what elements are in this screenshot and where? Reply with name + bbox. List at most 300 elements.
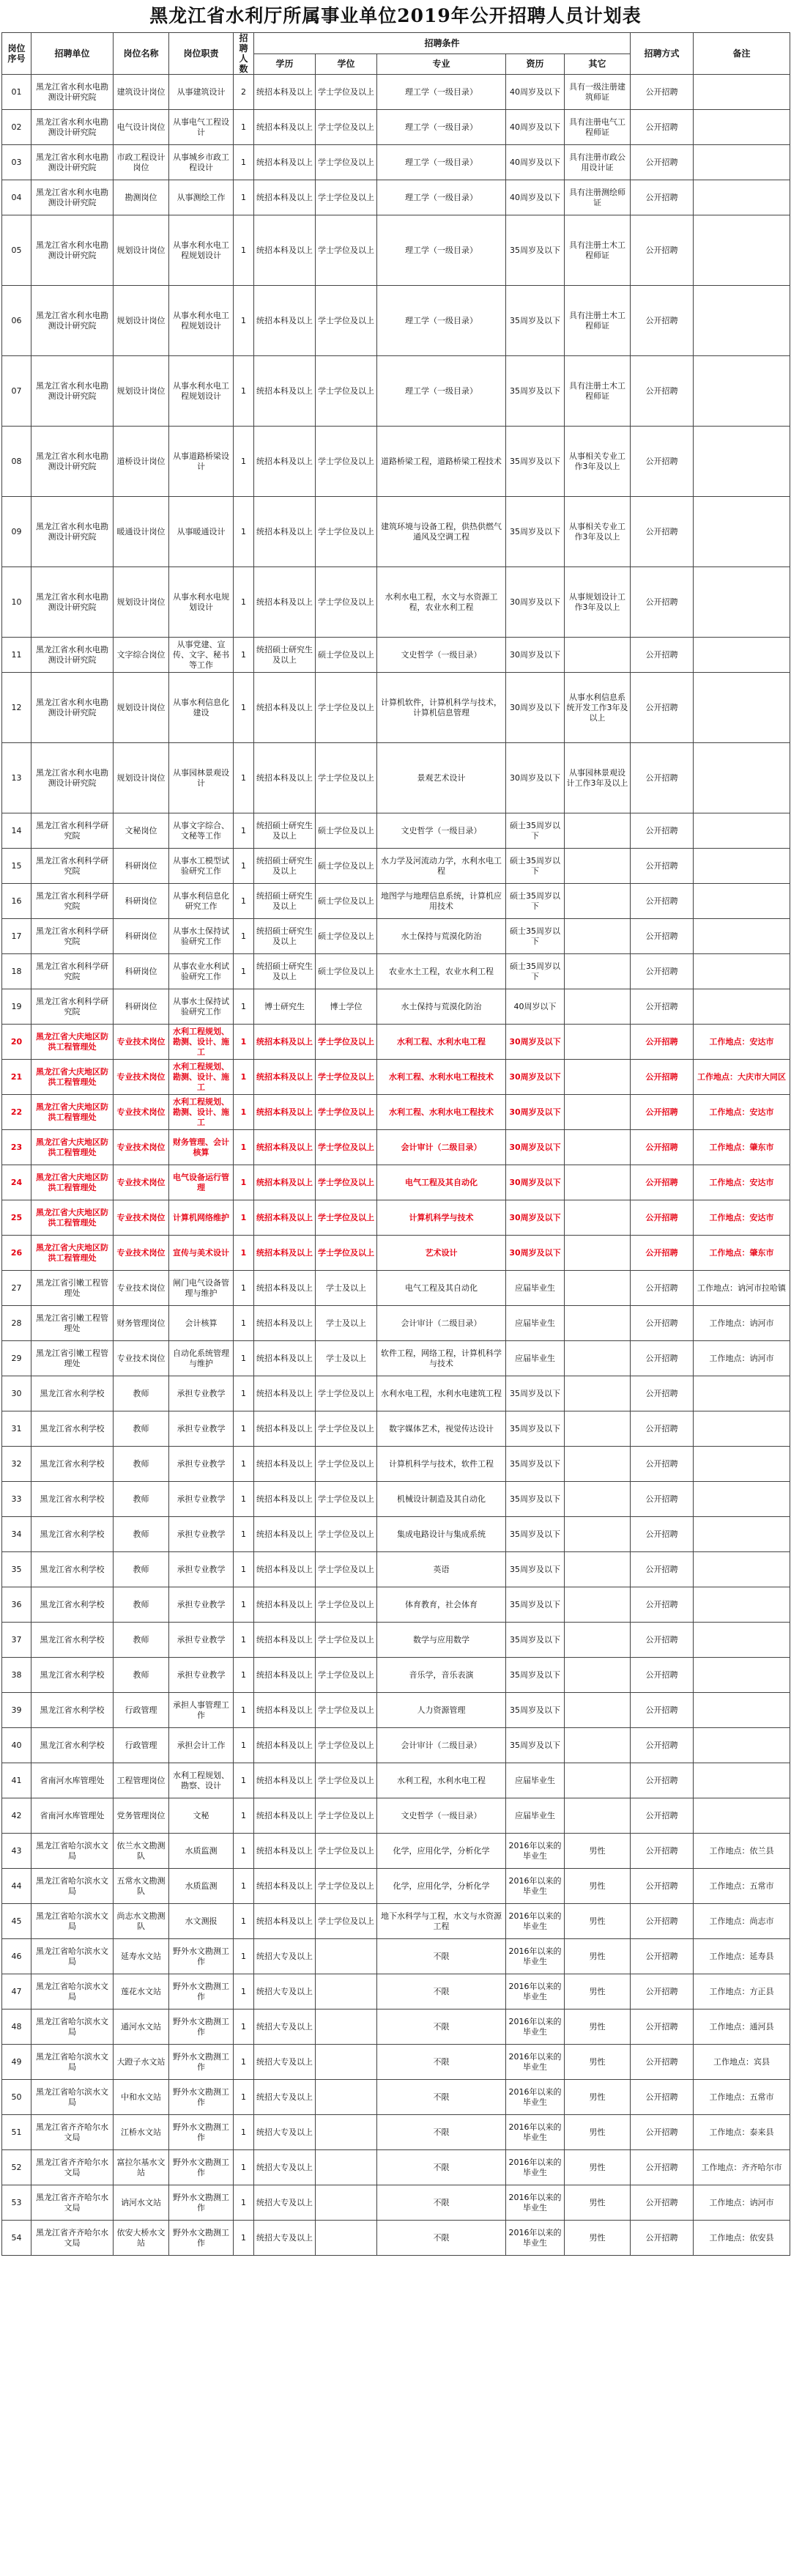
cell-other: 男性 — [565, 2150, 631, 2185]
cell-unit: 黑龙江省水利科学研究院 — [31, 954, 114, 989]
cell-age: 30周岁及以下 — [506, 1236, 565, 1271]
cell-edu: 统招本科及以上 — [254, 180, 316, 215]
cell-degree: 学士学位及以上 — [316, 1763, 377, 1798]
table-row — [2, 1447, 790, 1482]
cell-note — [694, 989, 790, 1025]
cell-other — [565, 813, 631, 849]
cell-age: 35周岁及以下 — [506, 1376, 565, 1411]
cell-duty: 水质监测 — [169, 1869, 234, 1904]
cell-method: 公开招聘 — [631, 1728, 694, 1763]
cell-other: 从事水利信息系统开发工作3年及以上 — [565, 673, 631, 743]
cell-duty: 承担专业教学 — [169, 1623, 234, 1658]
cell-duty: 野外水文勘测工作 — [169, 2080, 234, 2115]
cell-seq: 46 — [2, 1939, 31, 1974]
cell-unit: 黑龙江省齐齐哈尔水文局 — [31, 2185, 114, 2221]
cell-post: 依兰水文勘测队 — [114, 1834, 169, 1869]
cell-unit: 省南河水库管理处 — [31, 1798, 114, 1834]
table-row — [2, 743, 790, 813]
cell-note — [694, 286, 790, 356]
cell-post: 教师 — [114, 1658, 169, 1693]
cell-other — [565, 884, 631, 919]
cell-method: 公开招聘 — [631, 1798, 694, 1834]
cell-seq: 50 — [2, 2080, 31, 2115]
cell-num: 1 — [234, 1974, 254, 2009]
cell-seq: 44 — [2, 1869, 31, 1904]
cell-edu: 统招大专及以上 — [254, 2045, 316, 2080]
cell-other: 男性 — [565, 1834, 631, 1869]
table-row — [2, 919, 790, 954]
cell-note — [694, 1447, 790, 1482]
cell-post: 科研岗位 — [114, 884, 169, 919]
cell-post: 教师 — [114, 1376, 169, 1411]
cell-unit: 黑龙江省水利学校 — [31, 1693, 114, 1728]
cell-major: 不限 — [377, 2115, 506, 2150]
cell-age: 硕士35周岁以下 — [506, 954, 565, 989]
cell-seq: 27 — [2, 1271, 31, 1306]
cell-major: 水土保持与荒漠化防治 — [377, 989, 506, 1025]
cell-post: 工程管理岗位 — [114, 1763, 169, 1798]
table-row — [2, 1974, 790, 2009]
cell-num: 1 — [234, 1025, 254, 1060]
cell-other — [565, 1341, 631, 1376]
cell-num: 1 — [234, 743, 254, 813]
cell-major: 英语 — [377, 1552, 506, 1587]
cell-post: 文字综合岗位 — [114, 638, 169, 673]
cell-unit: 黑龙江省水利学校 — [31, 1552, 114, 1587]
table-row — [2, 1306, 790, 1341]
cell-age: 2016年以来的毕业生 — [506, 2115, 565, 2150]
cell-note: 工作地点：五常市 — [694, 1869, 790, 1904]
cell-duty: 从事测绘工作 — [169, 180, 234, 215]
cell-duty: 野外水文勘测工作 — [169, 2150, 234, 2185]
cell-seq: 24 — [2, 1165, 31, 1200]
cell-seq: 08 — [2, 427, 31, 497]
cell-major: 文史哲学（一级目录） — [377, 638, 506, 673]
cell-degree — [316, 1974, 377, 2009]
cell-num: 1 — [234, 1095, 254, 1130]
cell-duty: 从事电气工程设计 — [169, 110, 234, 145]
cell-post: 专业技术岗位 — [114, 1165, 169, 1200]
cell-edu: 统招本科及以上 — [254, 1060, 316, 1095]
cell-note: 工作地点：肇东市 — [694, 1236, 790, 1271]
cell-degree: 学士学位及以上 — [316, 1060, 377, 1095]
cell-num: 1 — [234, 1798, 254, 1834]
table-row — [2, 1482, 790, 1517]
cell-note — [694, 1623, 790, 1658]
cell-duty: 承担专业教学 — [169, 1482, 234, 1517]
cell-degree: 学士学位及以上 — [316, 1728, 377, 1763]
cell-duty: 闸门电气设备管理与维护 — [169, 1271, 234, 1306]
table-row — [2, 75, 790, 110]
cell-edu: 统招本科及以上 — [254, 1728, 316, 1763]
cell-degree: 硕士学位及以上 — [316, 849, 377, 884]
cell-num: 1 — [234, 1411, 254, 1447]
cell-seq: 12 — [2, 673, 31, 743]
cell-unit: 省南河水库管理处 — [31, 1763, 114, 1798]
cell-unit: 黑龙江省水利学校 — [31, 1411, 114, 1447]
cell-post: 专业技术岗位 — [114, 1236, 169, 1271]
cell-post: 依安大桥水文站 — [114, 2221, 169, 2256]
table-row — [2, 1411, 790, 1447]
cell-note — [694, 110, 790, 145]
cell-edu: 统招本科及以上 — [254, 75, 316, 110]
cell-method: 公开招聘 — [631, 954, 694, 989]
cell-seq: 39 — [2, 1693, 31, 1728]
header-note: 备注 — [694, 33, 790, 75]
cell-unit: 黑龙江省水利学校 — [31, 1623, 114, 1658]
cell-method: 公开招聘 — [631, 1095, 694, 1130]
cell-num: 1 — [234, 1271, 254, 1306]
cell-method: 公开招聘 — [631, 1834, 694, 1869]
cell-unit: 黑龙江省哈尔滨水文局 — [31, 1869, 114, 1904]
cell-major: 软件工程，网络工程，计算机科学与技术 — [377, 1341, 506, 1376]
cell-num: 1 — [234, 2080, 254, 2115]
cell-unit: 黑龙江省大庆地区防洪工程管理处 — [31, 1095, 114, 1130]
cell-duty: 承担专业教学 — [169, 1447, 234, 1482]
cell-post: 专业技术岗位 — [114, 1130, 169, 1165]
cell-method: 公开招聘 — [631, 1060, 694, 1095]
table-row — [2, 884, 790, 919]
cell-duty: 财务管理、会计核算 — [169, 1130, 234, 1165]
cell-seq: 18 — [2, 954, 31, 989]
cell-post: 教师 — [114, 1623, 169, 1658]
cell-degree: 学士学位及以上 — [316, 1447, 377, 1482]
page-title: 黑龙江省水利厅所属事业单位2019年公开招聘人员计划表 — [149, 5, 642, 26]
cell-degree: 学士学位及以上 — [316, 1834, 377, 1869]
cell-note — [694, 1798, 790, 1834]
cell-seq: 06 — [2, 286, 31, 356]
cell-edu: 统招本科及以上 — [254, 1130, 316, 1165]
cell-note: 工作地点：安达市 — [694, 1165, 790, 1200]
table-row — [2, 427, 790, 497]
cell-edu: 统招本科及以上 — [254, 427, 316, 497]
cell-degree — [316, 2080, 377, 2115]
cell-note — [694, 1376, 790, 1411]
cell-age: 2016年以来的毕业生 — [506, 2185, 565, 2221]
cell-seq: 21 — [2, 1060, 31, 1095]
cell-unit: 黑龙江省大庆地区防洪工程管理处 — [31, 1236, 114, 1271]
cell-edu: 统招本科及以上 — [254, 1482, 316, 1517]
cell-post: 教师 — [114, 1552, 169, 1587]
cell-unit: 黑龙江省水利水电勘测设计研究院 — [31, 356, 114, 427]
table-row — [2, 110, 790, 145]
cell-seq: 42 — [2, 1798, 31, 1834]
cell-post: 科研岗位 — [114, 919, 169, 954]
cell-note — [694, 1587, 790, 1623]
cell-note — [694, 919, 790, 954]
cell-major: 不限 — [377, 2185, 506, 2221]
cell-major: 数学与应用数学 — [377, 1623, 506, 1658]
cell-unit: 黑龙江省大庆地区防洪工程管理处 — [31, 1200, 114, 1236]
cell-post: 江桥水文站 — [114, 2115, 169, 2150]
cell-edu: 统招本科及以上 — [254, 1658, 316, 1693]
cell-edu: 统招大专及以上 — [254, 2115, 316, 2150]
cell-post: 规划设计岗位 — [114, 215, 169, 286]
cell-other — [565, 1095, 631, 1130]
cell-method: 公开招聘 — [631, 497, 694, 567]
cell-edu: 统招本科及以上 — [254, 1200, 316, 1236]
cell-degree: 学士学位及以上 — [316, 180, 377, 215]
cell-note — [694, 1658, 790, 1693]
cell-method: 公开招聘 — [631, 1376, 694, 1411]
cell-method: 公开招聘 — [631, 145, 694, 180]
table-body — [2, 75, 790, 2256]
cell-method: 公开招聘 — [631, 989, 694, 1025]
cell-method: 公开招聘 — [631, 849, 694, 884]
cell-other: 具有注册市政公用设计证 — [565, 145, 631, 180]
cell-duty: 承担会计工作 — [169, 1728, 234, 1763]
cell-degree: 学士学位及以上 — [316, 286, 377, 356]
table-row — [2, 1060, 790, 1095]
cell-num: 1 — [234, 1939, 254, 1974]
cell-note — [694, 638, 790, 673]
cell-note: 工作地点：安达市 — [694, 1200, 790, 1236]
cell-major: 电气工程及其自动化 — [377, 1271, 506, 1306]
cell-other — [565, 1552, 631, 1587]
cell-post: 规划设计岗位 — [114, 673, 169, 743]
cell-unit: 黑龙江省大庆地区防洪工程管理处 — [31, 1130, 114, 1165]
table-row — [2, 1587, 790, 1623]
cell-unit: 黑龙江省水利水电勘测设计研究院 — [31, 180, 114, 215]
cell-method: 公开招聘 — [631, 2150, 694, 2185]
cell-age: 35周岁及以下 — [506, 356, 565, 427]
cell-major: 水利工程，水利水电工程 — [377, 1763, 506, 1798]
cell-note: 工作地点：延寿县 — [694, 1939, 790, 1974]
cell-method: 公开招聘 — [631, 1130, 694, 1165]
cell-note — [694, 1693, 790, 1728]
cell-major: 体育教育，社会体育 — [377, 1587, 506, 1623]
cell-duty: 水利工程规划、勘测、设计、施工 — [169, 1025, 234, 1060]
cell-note — [694, 1482, 790, 1517]
cell-post: 莲花水文站 — [114, 1974, 169, 2009]
cell-duty: 从事暖通设计 — [169, 497, 234, 567]
cell-unit: 黑龙江省齐齐哈尔水文局 — [31, 2150, 114, 2185]
cell-degree: 硕士学位及以上 — [316, 954, 377, 989]
cell-degree: 学士学位及以上 — [316, 75, 377, 110]
cell-note: 工作地点：安达市 — [694, 1025, 790, 1060]
cell-edu: 统招本科及以上 — [254, 1623, 316, 1658]
table-row — [2, 1341, 790, 1376]
cell-post: 专业技术岗位 — [114, 1060, 169, 1095]
cell-other — [565, 1517, 631, 1552]
cell-age: 30周岁及以下 — [506, 1165, 565, 1200]
cell-other — [565, 919, 631, 954]
cell-edu: 统招本科及以上 — [254, 1025, 316, 1060]
cell-edu: 统招本科及以上 — [254, 1763, 316, 1798]
cell-duty: 从事城乡市政工程设计 — [169, 145, 234, 180]
cell-age: 30周岁及以下 — [506, 673, 565, 743]
cell-seq: 25 — [2, 1200, 31, 1236]
cell-num: 1 — [234, 356, 254, 427]
table-row — [2, 2185, 790, 2221]
cell-age: 40周岁及以下 — [506, 110, 565, 145]
cell-other — [565, 1130, 631, 1165]
cell-note: 工作地点：依安县 — [694, 2221, 790, 2256]
cell-unit: 黑龙江省水利科学研究院 — [31, 884, 114, 919]
cell-seq: 19 — [2, 989, 31, 1025]
table-row — [2, 180, 790, 215]
cell-major: 水土保持与荒漠化防治 — [377, 919, 506, 954]
cell-major: 不限 — [377, 2221, 506, 2256]
cell-unit: 黑龙江省水利水电勘测设计研究院 — [31, 110, 114, 145]
cell-other — [565, 989, 631, 1025]
cell-other: 男性 — [565, 2080, 631, 2115]
cell-duty: 从事建筑设计 — [169, 75, 234, 110]
cell-other: 男性 — [565, 2115, 631, 2150]
cell-other: 男性 — [565, 1939, 631, 1974]
cell-edu: 统招本科及以上 — [254, 1552, 316, 1587]
cell-duty: 水质监测 — [169, 1834, 234, 1869]
cell-degree — [316, 1939, 377, 1974]
cell-duty: 从事水利水电工程规划设计 — [169, 215, 234, 286]
cell-major: 理工学（一级目录） — [377, 75, 506, 110]
cell-age: 2016年以来的毕业生 — [506, 2009, 565, 2045]
cell-duty: 自动化系统管理与维护 — [169, 1341, 234, 1376]
cell-num: 1 — [234, 145, 254, 180]
cell-edu: 统招本科及以上 — [254, 286, 316, 356]
cell-degree: 学士学位及以上 — [316, 427, 377, 497]
cell-other — [565, 1411, 631, 1447]
table-row — [2, 356, 790, 427]
table-row — [2, 286, 790, 356]
cell-duty: 宣传与美术设计 — [169, 1236, 234, 1271]
cell-degree: 学士学位及以上 — [316, 1095, 377, 1130]
cell-note: 工作地点：大庆市大同区 — [694, 1060, 790, 1095]
cell-age: 硕士35周岁以下 — [506, 919, 565, 954]
cell-duty: 从事道路桥梁设计 — [169, 427, 234, 497]
cell-other — [565, 1623, 631, 1658]
cell-post: 讷河水文站 — [114, 2185, 169, 2221]
cell-age: 2016年以来的毕业生 — [506, 2150, 565, 2185]
cell-note — [694, 849, 790, 884]
cell-major: 不限 — [377, 2150, 506, 2185]
cell-age: 30周岁及以下 — [506, 1130, 565, 1165]
cell-unit: 黑龙江省哈尔滨水文局 — [31, 1939, 114, 1974]
cell-degree — [316, 2115, 377, 2150]
cell-duty: 野外水文勘测工作 — [169, 2221, 234, 2256]
cell-major: 建筑环境与设备工程，供热供燃气通风及空调工程 — [377, 497, 506, 567]
table-row — [2, 1939, 790, 1974]
cell-num: 2 — [234, 75, 254, 110]
cell-duty: 承担专业教学 — [169, 1552, 234, 1587]
cell-degree: 学士学位及以上 — [316, 1517, 377, 1552]
cell-seq: 23 — [2, 1130, 31, 1165]
cell-num: 1 — [234, 2045, 254, 2080]
cell-duty: 从事水土保持试验研究工作 — [169, 919, 234, 954]
cell-edu: 统招大专及以上 — [254, 2185, 316, 2221]
cell-degree: 学士学位及以上 — [316, 1623, 377, 1658]
cell-num: 1 — [234, 1341, 254, 1376]
cell-major: 理工学（一级目录） — [377, 215, 506, 286]
cell-degree: 学士及以上 — [316, 1306, 377, 1341]
cell-degree — [316, 2185, 377, 2221]
cell-post: 专业技术岗位 — [114, 1095, 169, 1130]
cell-post: 五常水文勘测队 — [114, 1869, 169, 1904]
cell-other — [565, 1165, 631, 1200]
cell-seq: 48 — [2, 2009, 31, 2045]
header-unit: 招聘单位 — [31, 33, 114, 75]
cell-seq: 52 — [2, 2150, 31, 2185]
cell-degree: 学士学位及以上 — [316, 497, 377, 567]
cell-num: 1 — [234, 1376, 254, 1411]
cell-major: 会计审计（二级目录） — [377, 1728, 506, 1763]
cell-other: 从事规划设计工作3年及以上 — [565, 567, 631, 638]
cell-seq: 07 — [2, 356, 31, 427]
cell-major: 农业水土工程，农业水利工程 — [377, 954, 506, 989]
cell-seq: 22 — [2, 1095, 31, 1130]
cell-age: 2016年以来的毕业生 — [506, 2221, 565, 2256]
cell-num: 1 — [234, 954, 254, 989]
cell-edu: 统招硕士研究生及以上 — [254, 638, 316, 673]
cell-major: 理工学（一级目录） — [377, 110, 506, 145]
cell-note: 工作地点：依兰县 — [694, 1834, 790, 1869]
cell-other — [565, 1236, 631, 1271]
cell-other: 男性 — [565, 1904, 631, 1939]
cell-degree: 学士学位及以上 — [316, 1236, 377, 1271]
cell-age: 30周岁及以下 — [506, 1200, 565, 1236]
header-duty: 岗位职责 — [169, 33, 234, 75]
cell-degree: 学士学位及以上 — [316, 1376, 377, 1411]
cell-age: 35周岁及以下 — [506, 427, 565, 497]
cell-post: 财务管理岗位 — [114, 1306, 169, 1341]
cell-duty: 文秘 — [169, 1798, 234, 1834]
cell-method: 公开招聘 — [631, 286, 694, 356]
cell-unit: 黑龙江省引嫩工程管理处 — [31, 1306, 114, 1341]
cell-other — [565, 1728, 631, 1763]
cell-num: 1 — [234, 2221, 254, 2256]
cell-method: 公开招聘 — [631, 884, 694, 919]
cell-age: 40周岁及以下 — [506, 145, 565, 180]
table-row — [2, 989, 790, 1025]
header-degree: 学位 — [316, 53, 377, 75]
cell-note: 工作地点：肇东市 — [694, 1130, 790, 1165]
cell-age: 35周岁及以下 — [506, 1623, 565, 1658]
cell-seq: 10 — [2, 567, 31, 638]
cell-other — [565, 1447, 631, 1482]
cell-age: 35周岁及以下 — [506, 1482, 565, 1517]
cell-edu: 统招本科及以上 — [254, 1165, 316, 1200]
cell-other: 男性 — [565, 2045, 631, 2080]
cell-duty: 水利工程规划、勘测、设计、施工 — [169, 1095, 234, 1130]
cell-unit: 黑龙江省大庆地区防洪工程管理处 — [31, 1060, 114, 1095]
cell-note: 工作地点：讷河市 — [694, 1306, 790, 1341]
table-row — [2, 1165, 790, 1200]
cell-degree — [316, 2221, 377, 2256]
cell-edu: 统招本科及以上 — [254, 110, 316, 145]
cell-note: 工作地点：齐齐哈尔市 — [694, 2150, 790, 2185]
cell-edu: 统招大专及以上 — [254, 2009, 316, 2045]
cell-note — [694, 1552, 790, 1587]
cell-duty: 野外水文勘测工作 — [169, 1939, 234, 1974]
cell-num: 1 — [234, 286, 254, 356]
cell-method: 公开招聘 — [631, 1587, 694, 1623]
cell-method: 公开招聘 — [631, 1763, 694, 1798]
header-age: 资历 — [506, 53, 565, 75]
cell-duty: 电气设备运行管理 — [169, 1165, 234, 1200]
cell-unit: 黑龙江省水利学校 — [31, 1482, 114, 1517]
cell-unit: 黑龙江省大庆地区防洪工程管理处 — [31, 1165, 114, 1200]
cell-post: 专业技术岗位 — [114, 1341, 169, 1376]
cell-other — [565, 1200, 631, 1236]
cell-duty: 从事文字综合、文秘等工作 — [169, 813, 234, 849]
cell-method: 公开招聘 — [631, 1447, 694, 1482]
cell-edu: 统招本科及以上 — [254, 215, 316, 286]
cell-edu: 统招本科及以上 — [254, 743, 316, 813]
cell-edu: 统招大专及以上 — [254, 2150, 316, 2185]
cell-edu: 统招本科及以上 — [254, 1271, 316, 1306]
cell-edu: 统招本科及以上 — [254, 1834, 316, 1869]
cell-unit: 黑龙江省哈尔滨水文局 — [31, 2045, 114, 2080]
